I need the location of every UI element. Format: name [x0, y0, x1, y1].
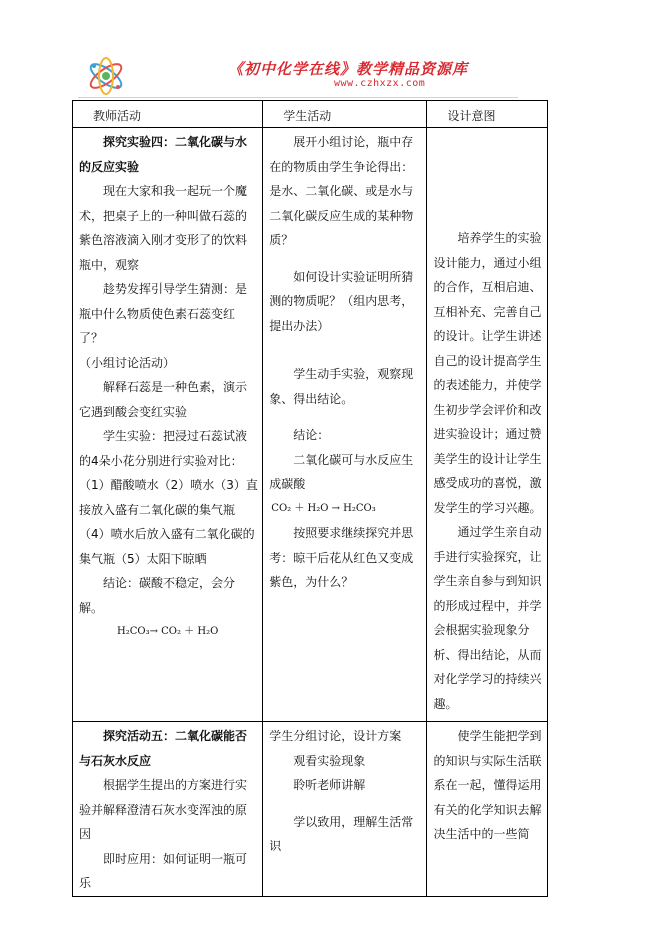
- column-header-teacher: 教师活动: [93, 109, 142, 123]
- student-text: 学生动手实验，观察现象、得出结论。: [269, 367, 414, 406]
- banner-divider: [78, 97, 518, 98]
- banner-title: 《初中化学在线》教学精品资源库: [228, 60, 469, 78]
- chemical-equation: CO₂ ＋ H₂O → H₂CO₃: [271, 502, 376, 514]
- intent-text: 通过学生亲自动手进行实验探究，让学生亲自参与到知识的形成过程中，并学会根据实验现象分析、得出结论，从而对化学学习的持续兴趣。: [433, 525, 542, 711]
- student-text: 聆听老师讲解: [293, 778, 366, 792]
- teacher-text: 即时应用：如何证明一瓶可乐: [79, 851, 248, 890]
- teacher-text: 解释石蕊是一种色素，演示它遇到酸会变红实验: [79, 380, 248, 419]
- student-cell: [263, 722, 427, 897]
- activity-heading: 探究实验四：二氧化碳与水的反应实验: [79, 135, 248, 174]
- teacher-text: 结论：碳酸不稳定，会分解。: [79, 576, 236, 615]
- student-text: 学以致用，理解生活常识: [269, 814, 414, 853]
- teacher-text: 现在大家和我一起玩一个魔术，把桌子上的一种叫做石蕊的紫色溶液滴入刚才变形了的饮料瓶中，观察: [79, 184, 248, 272]
- site-logo-icon: [84, 54, 128, 98]
- student-text: 学生分组讨论，设计方案: [269, 729, 402, 743]
- chemical-equation: H₂CO₃→ CO₂ ＋ H₂O: [117, 626, 219, 637]
- table-header-row: [73, 101, 548, 128]
- teacher-text: 学生实验：把浸过石蕊试液的4朵小花分别进行实验对比：（1）醋酸喷水（2）喷水（3）直接放入盛有二氧化碳的集气瓶（4）喷水后放入盛有二氧化碳的集气瓶（5）太阳下晾晒: [79, 429, 258, 566]
- intent-cell: [427, 128, 548, 722]
- activity-heading: 探究活动五：二氧化碳能否与石灰水反应: [79, 729, 248, 768]
- intent-text: 培养学生的实验设计能力，通过小组的合作，互相启迪、互相补充、完善自己的设计。让学生讲述自己的设计提高学生的表述能力，并使学生初步学会评价和改进实验设计；通过赞美学生的设计让学生感受成功的喜悦，激发学生的学习兴趣。: [433, 231, 542, 515]
- column-header-student: 学生活动: [283, 109, 332, 123]
- student-text: 结论：: [293, 428, 330, 442]
- student-text: 展开小组讨论，瓶中存在的物质由学生争论得出：是水、二氧化碳、或是水与二氧化碳反应生成的某种物质？: [269, 135, 414, 247]
- banner-url: www.czhxzx.com: [334, 78, 426, 89]
- teacher-text: （小组讨论活动）: [79, 355, 176, 370]
- header-cell-student: [263, 101, 427, 128]
- lesson-table: [72, 100, 548, 897]
- table-row: [73, 128, 548, 722]
- header-cell-intent: [427, 101, 548, 128]
- column-header-intent: 设计意图: [447, 109, 496, 123]
- header-cell-teacher: [73, 101, 263, 128]
- teacher-cell: [73, 722, 263, 897]
- teacher-text: 趁势发挥引导学生猜测：是瓶中什么物质使色素石蕊变红了？: [79, 282, 248, 345]
- teacher-text: 根据学生提出的方案进行实验并解释澄清石灰水变浑浊的原因: [79, 778, 248, 841]
- table-row: [73, 722, 548, 897]
- intent-text: 使学生能把学到的知识与实际生活联系在一起，懂得运用有关的化学知识去解决生活中的一些简: [433, 729, 542, 841]
- student-text: 按照要求继续探究并思考：晾干后花从红色又变成紫色，为什么？: [269, 526, 414, 589]
- student-text: 观看实验现象: [293, 753, 366, 768]
- student-text: 二氧化碳可与水反应生成碳酸: [269, 452, 414, 491]
- student-cell: [263, 128, 427, 722]
- teacher-cell: [73, 128, 263, 722]
- student-text: 如何设计实验证明所猜测的物质呢？（组内思考，提出办法）: [269, 269, 414, 333]
- intent-cell: [427, 722, 548, 897]
- header-banner: [78, 50, 518, 100]
